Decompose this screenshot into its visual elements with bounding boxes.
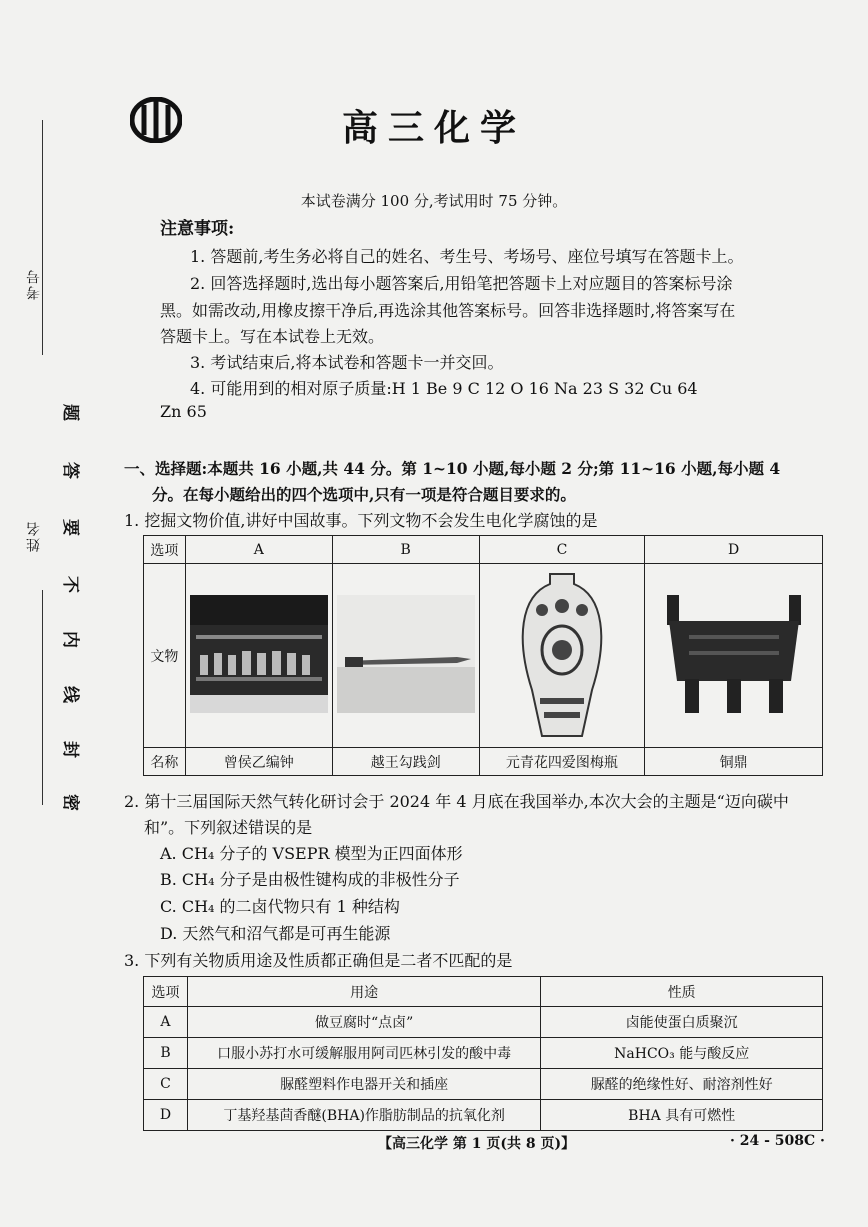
table-cell: 丁基羟基茴香醚(BHA)作脂肪制品的抗氧化剂 <box>187 1100 540 1131</box>
exam-number-label: 考号 <box>26 268 42 300</box>
notice-heading: 注意事项: <box>160 219 235 239</box>
option-a: A. CH₄ 分子的 VSEPR 模型为正四面体形 <box>160 844 463 863</box>
page-footer: 【高三化学 第 1 页(共 8 页)】 <box>378 1136 576 1152</box>
section-heading-cont: 分。在每小题给出的四个选项中,只有一项是符合题目要求的。 <box>152 485 576 504</box>
property-table <box>143 976 823 1131</box>
artifact-table <box>143 535 823 776</box>
seal-char: 不 <box>60 576 80 593</box>
seal-char: 密 <box>60 794 80 811</box>
seal-char: 内 <box>60 631 80 648</box>
artifact-image-cell <box>645 564 823 748</box>
seal-char: 题 <box>60 404 80 421</box>
artifact-image-cell <box>185 564 332 748</box>
table-cell: 脲醛塑料作电器开关和插座 <box>187 1069 540 1100</box>
table-cell: C <box>144 1069 188 1100</box>
table-cell: BHA 具有可燃性 <box>541 1100 823 1131</box>
option-d: D. 天然气和沼气都是可再生能源 <box>160 924 391 943</box>
table-cell: 做豆腐时“点卤” <box>187 1007 540 1038</box>
notice-line: Zn 65 <box>160 402 207 421</box>
table-row <box>144 1069 823 1100</box>
notice-line: 1. 答题前,考生务必将自己的姓名、考生号、考场号、座位号填写在答题卡上。 <box>190 247 744 266</box>
section-heading: 一、选择题:本题共 16 小题,共 44 分。第 1~10 小题,每小题 2 分;第 11~16 小题,每小题 4 <box>124 459 781 478</box>
table-header-cell: A <box>185 536 332 564</box>
option-b: B. CH₄ 分子是由极性键构成的非极性分子 <box>160 870 460 889</box>
row-label: 名称 <box>144 748 186 776</box>
exam-code: · 24 - 508C · <box>730 1133 825 1149</box>
row-label: 文物 <box>144 564 186 748</box>
option-c: C. CH₄ 的二卤代物只有 1 种结构 <box>160 897 400 916</box>
table-header-cell: B <box>332 536 479 564</box>
seal-char: 线 <box>60 686 80 703</box>
binding-line-bottom <box>42 590 43 805</box>
bronze-ding-image <box>659 589 809 719</box>
notice-line: 4. 可能用到的相对原子质量:H 1 Be 9 C 12 O 16 Na 23 S 32 Cu 64 <box>190 379 698 398</box>
table-header-cell: C <box>479 536 645 564</box>
notice-line: 3. 考试结束后,将本试卷和答题卡一并交回。 <box>190 353 504 372</box>
table-cell: 卤能使蛋白质聚沉 <box>541 1007 823 1038</box>
name-label: 姓名 <box>26 520 42 552</box>
table-header-cell: 用途 <box>187 977 540 1007</box>
exam-info: 本试卷满分 100 分,考试用时 75 分钟。 <box>300 192 568 210</box>
page-title: 高三化学 <box>341 107 526 149</box>
table-cell: A <box>144 1007 188 1038</box>
question-2-stem-cont: 和”。下列叙述错误的是 <box>144 818 313 837</box>
table-header-cell: 选项 <box>144 536 186 564</box>
table-header-cell: 性质 <box>541 977 823 1007</box>
table-row <box>144 1038 823 1069</box>
notice-line: 黑。如需改动,用橡皮擦干净后,再选涂其他答案标号。回答非选择题时,将答案写在 <box>160 301 736 320</box>
notice-line: 答题卡上。写在本试卷上无效。 <box>160 327 385 346</box>
meiping-vase-image <box>512 570 612 738</box>
binding-line-top <box>42 120 43 355</box>
question-1-stem: 1. 挖掘文物价值,讲好中国故事。下列文物不会发生电化学腐蚀的是 <box>124 511 598 530</box>
table-header-cell: D <box>645 536 823 564</box>
question-3-stem: 3. 下列有关物质用途及性质都正确但是二者不匹配的是 <box>124 951 513 970</box>
table-cell: NaHCO₃ 能与酸反应 <box>541 1038 823 1069</box>
question-2-stem: 2. 第十三届国际天然气转化研讨会于 2024 年 4 月底在我国举办,本次大会的主题是“迈向碳中 <box>124 792 789 811</box>
bianzhong-bells-image <box>190 595 328 713</box>
table-header-cell: 选项 <box>144 977 188 1007</box>
artifact-name: 铜鼎 <box>645 748 823 776</box>
notice-line: 2. 回答选择题时,选出每小题答案后,用铅笔把答题卡上对应题目的答案标号涂 <box>190 274 733 293</box>
table-cell: 脲醛的绝缘性好、耐溶剂性好 <box>541 1069 823 1100</box>
table-row <box>144 1100 823 1131</box>
artifact-name: 元青花四爱图梅瓶 <box>479 748 645 776</box>
seal-char: 要 <box>60 519 80 536</box>
table-cell: B <box>144 1038 188 1069</box>
table-cell: D <box>144 1100 188 1131</box>
table-cell: 口服小苏打水可缓解服用阿司匹林引发的酸中毒 <box>187 1038 540 1069</box>
artifact-image-cell <box>479 564 645 748</box>
artifact-name: 越王勾践剑 <box>332 748 479 776</box>
table-row <box>144 1007 823 1038</box>
artifact-image-cell <box>332 564 479 748</box>
artifact-name: 曾侯乙编钟 <box>185 748 332 776</box>
seal-char: 封 <box>60 741 80 758</box>
seal-char: 答 <box>60 462 80 479</box>
sword-image <box>337 595 475 713</box>
